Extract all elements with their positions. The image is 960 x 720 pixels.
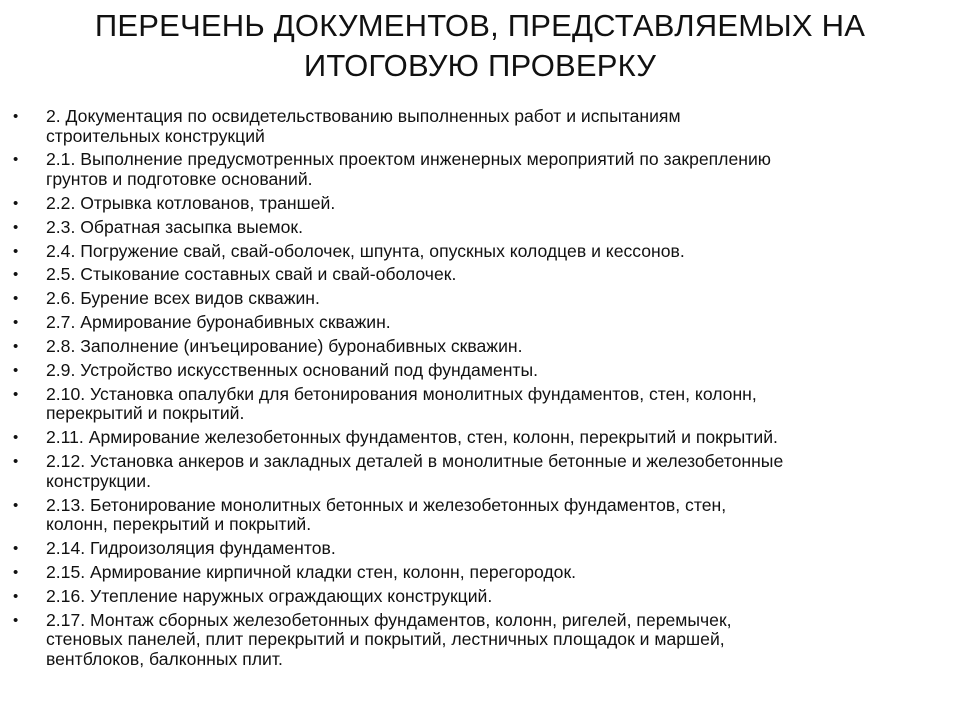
list-item-text: 2.14. Гидроизоляция фундаментов. [46, 537, 336, 558]
list-item-text: конструкции. [46, 470, 151, 491]
title-line-1: ПЕРЕЧЕНЬ ДОКУМЕНТОВ, ПРЕДСТАВЛЯЕМЫХ НА [94, 8, 866, 43]
list-item-text: 2.6. Бурение всех видов скважин. [46, 288, 320, 309]
list-item [0, 242, 960, 262]
bullet-icon: • [13, 539, 19, 557]
list-item [0, 361, 960, 381]
list-item [0, 337, 960, 357]
list-item [0, 313, 960, 333]
list-item [0, 452, 960, 491]
list-item-text: грунтов и подготовке оснований. [46, 168, 313, 189]
list-item-text: 2.2. Отрывка котлованов, траншей. [46, 192, 336, 213]
list-item-text: 2.10. Установка опалубки для бетонирования монолитных фундаментов, стен, колонн, [46, 383, 757, 404]
bullet-icon: • [13, 290, 19, 308]
list-item-text: 2.7. Армирование буронабивных скважин. [46, 312, 391, 333]
bullet-icon: • [13, 218, 19, 236]
bullet-icon: • [13, 496, 19, 514]
list-item [0, 496, 960, 535]
list-item-text: вентблоков, балконных плит. [46, 648, 283, 669]
list-item-text: перекрытий и покрытий. [46, 403, 245, 424]
list-item-text: строительных конструкций [46, 125, 265, 146]
list-item [0, 539, 960, 559]
list-item [0, 107, 960, 146]
bullet-icon: • [13, 385, 19, 403]
title-line-2: ИТОГОВУЮ ПРОВЕРКУ [303, 48, 657, 83]
list-item [0, 194, 960, 214]
list-item-text: 2.4. Погружение свай, свай-оболочек, шпунта, опускных колодцев и кессонов. [46, 240, 685, 261]
bullet-icon: • [13, 314, 19, 332]
bullet-icon: • [13, 611, 19, 629]
slide-title [40, 6, 920, 86]
list-item [0, 587, 960, 607]
bullet-icon: • [13, 338, 19, 356]
bullet-icon: • [13, 563, 19, 581]
list-item-text: 2.12. Установка анкеров и закладных деталей в монолитные бетонные и железобетонные [46, 451, 784, 472]
list-item-text: стеновых панелей, плит перекрытий и покрытий, лестничных площадок и маршей, [46, 629, 725, 650]
list-item [0, 289, 960, 309]
list-item-text: 2.1. Выполнение предусмотренных проектом инженерных мероприятий по закреплению [46, 149, 771, 170]
document-list [0, 107, 960, 674]
list-item-text: 2.3. Обратная засыпка выемок. [46, 216, 303, 237]
list-item-text: 2.16. Утепление наружных ограждающих конструкций. [46, 585, 493, 606]
bullet-icon: • [13, 108, 19, 125]
list-item-text: 2.5. Стыкование составных свай и свай-оболочек. [46, 264, 457, 285]
bullet-icon: • [13, 194, 19, 212]
list-item-text: 2. Документация по освидетельствованию выполненных работ и испытаниям [46, 106, 681, 126]
list-item [0, 563, 960, 583]
list-item [0, 218, 960, 238]
list-item [0, 611, 960, 670]
list-item-text: колонн, перекрытий и покрытий. [46, 514, 312, 535]
list-item [0, 265, 960, 285]
bullet-icon: • [13, 362, 19, 380]
list-item-text: 2.9. Устройство искусственных оснований под фундаменты. [46, 360, 539, 381]
bullet-icon: • [13, 429, 19, 447]
bullet-icon: • [13, 266, 19, 284]
list-item [0, 428, 960, 448]
bullet-icon: • [13, 587, 19, 605]
list-item-text: 2.13. Бетонирование монолитных бетонных и железобетонных фундаментов, стен, [46, 494, 727, 515]
list-item [0, 150, 960, 189]
list-item-text: 2.8. Заполнение (инъецирование) буронабивных скважин. [46, 336, 523, 357]
list-item-text: 2.17. Монтаж сборных железобетонных фундаментов, колонн, ригелей, перемычек, [46, 609, 732, 630]
list-item-text: 2.11. Армирование железобетонных фундаментов, стен, колонн, перекрытий и покрытий. [46, 427, 778, 448]
list-item [0, 385, 960, 424]
bullet-icon: • [13, 453, 19, 471]
list-item-text: 2.15. Армирование кирпичной кладки стен, колонн, перегородок. [46, 561, 577, 582]
bullet-icon: • [13, 242, 19, 260]
bullet-icon: • [13, 151, 19, 169]
